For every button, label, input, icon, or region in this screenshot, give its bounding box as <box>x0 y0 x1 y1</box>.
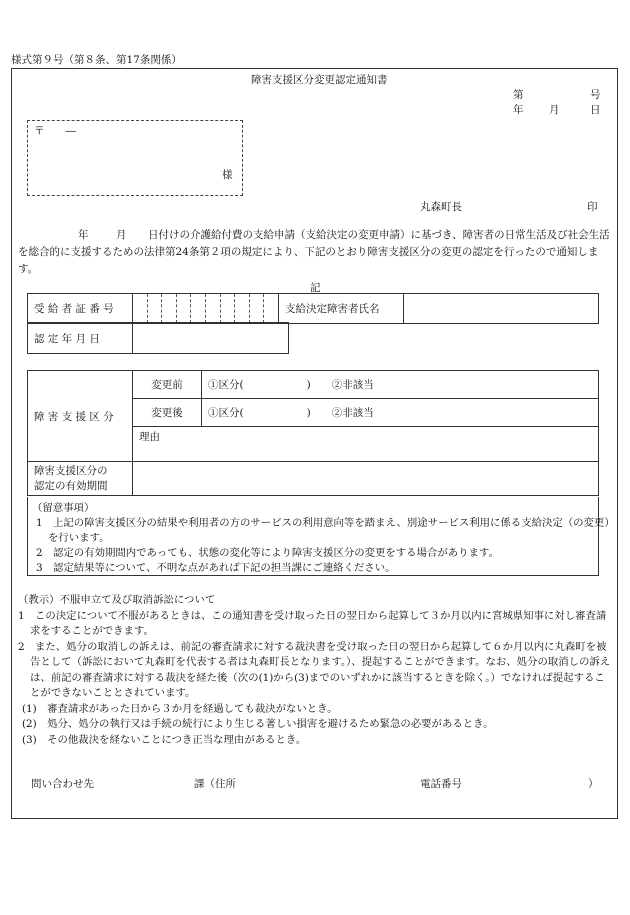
honorific: 様 <box>222 169 233 181</box>
appeal-item-1: 1 この決定について不服があるときは、この通知書を受け取った日の翌日から起算して３か月以内に宮城県知事に対し審査請求をすることができます。 <box>18 609 607 637</box>
before-label: 変更前 <box>133 371 202 399</box>
intro-paragraph: 日付けの介護給付費の支給申請（支給決定の変更申請）に基づき、障害者の日常生活及び社会生活を総合的に支援するための法律第24条第２項の規定により、下記のとおり障害支援区分の変更の認定を行ったので通知します。 <box>18 229 610 275</box>
recipient-number-field[interactable] <box>133 294 279 324</box>
contact-label: 問い合わせ先 <box>31 778 94 790</box>
person-name-field[interactable] <box>404 294 599 324</box>
validity-label: 障害支援区分の 認定の有効期間 <box>28 462 133 496</box>
before-value[interactable]: ①区分( ) ②非該当 <box>202 371 599 399</box>
contact-phone: 電話番号 <box>420 778 462 790</box>
certification-date-field[interactable] <box>133 323 289 354</box>
after-value[interactable]: ①区分( ) ②非該当 <box>202 399 599 427</box>
document-title: 障害支援区分変更認定通知書 <box>251 74 388 86</box>
address-box[interactable] <box>27 120 243 196</box>
appeal-sub-3: (3) その他裁決を経ないことにつき正当な理由があるとき。 <box>22 733 307 746</box>
appeal-sub-2: (2) 処分、処分の執行又は手続の続行により生じる著しい損害を避けるため緊急の必要があるとき。 <box>22 718 494 730</box>
date-day: 日 <box>590 104 601 116</box>
issuer-name: 丸森町長 <box>420 201 462 213</box>
certification-date-label: 認 定 年 月 日 <box>28 323 133 354</box>
after-label: 変更後 <box>133 399 202 427</box>
person-name-label: 支給決定障害者氏名 <box>279 294 404 324</box>
number-go: 号 <box>590 89 601 101</box>
note-item-1: 1 上記の障害支援区分の結果や利用者の方のサービスの利用意向等を踏まえ、別途サービス利用に係る支給決定（の変更）を行います。 <box>36 517 610 544</box>
appeal-sub-1: (1) 審査請求があった日から３か月を経過しても裁決がないとき。 <box>22 702 338 715</box>
reason-field[interactable] <box>133 427 599 462</box>
number-dai: 第 <box>513 89 524 101</box>
postal-code: 〒 ― <box>34 125 76 137</box>
recipient-table <box>27 293 599 324</box>
note-item-3: 3 認定結果等について、不明な点があれば下記の担当課にご連絡ください。 <box>36 562 396 574</box>
date-month: 月 <box>549 104 560 116</box>
notes-heading: （留意事項） <box>32 502 95 514</box>
note-item-2: 2 認定の有効期間内であっても、状態の変化等により障害支援区分の変更をする場合があります。 <box>36 547 499 559</box>
date-table <box>27 322 289 354</box>
appeal-section <box>18 593 612 748</box>
contact-department: 課（住所 <box>194 778 236 790</box>
reason-label: 理由 <box>139 431 160 443</box>
contact-close: ） <box>588 778 599 790</box>
category-table <box>27 370 599 496</box>
date-year: 年 <box>513 104 524 116</box>
intro-year: 年 <box>78 229 89 241</box>
notes-section <box>18 501 612 576</box>
issuer-seal: 印 <box>587 201 598 213</box>
appeal-item-2: 2 また、処分の取消しの訴えは、前記の審査請求に対する裁決書を受け取った日の翌日から起算して６か月以内に丸森町を被告として（訴訟において丸森町を代表する者は丸森町長となります。）、提起することができます。なお、処分の取消しの訴えは、前記の審査請求に対する裁決を経た後（次の(1)から(3)までのいずれかに該当するときを除く。）でなければ提起することができないこととされています。 <box>18 640 611 699</box>
recipient-number-label: 受 給 者 証 番 号 <box>28 294 133 324</box>
form-label: 様式第９号（第８条、第17条関係） <box>11 54 182 66</box>
validity-field[interactable] <box>133 462 599 496</box>
category-label: 障 害 支 援 区 分 <box>28 371 133 462</box>
ki-heading: 記 <box>310 282 321 294</box>
intro-month: 月 <box>116 229 127 241</box>
appeal-heading: （教示）不服申立て及び取消訴訟について <box>18 594 216 606</box>
